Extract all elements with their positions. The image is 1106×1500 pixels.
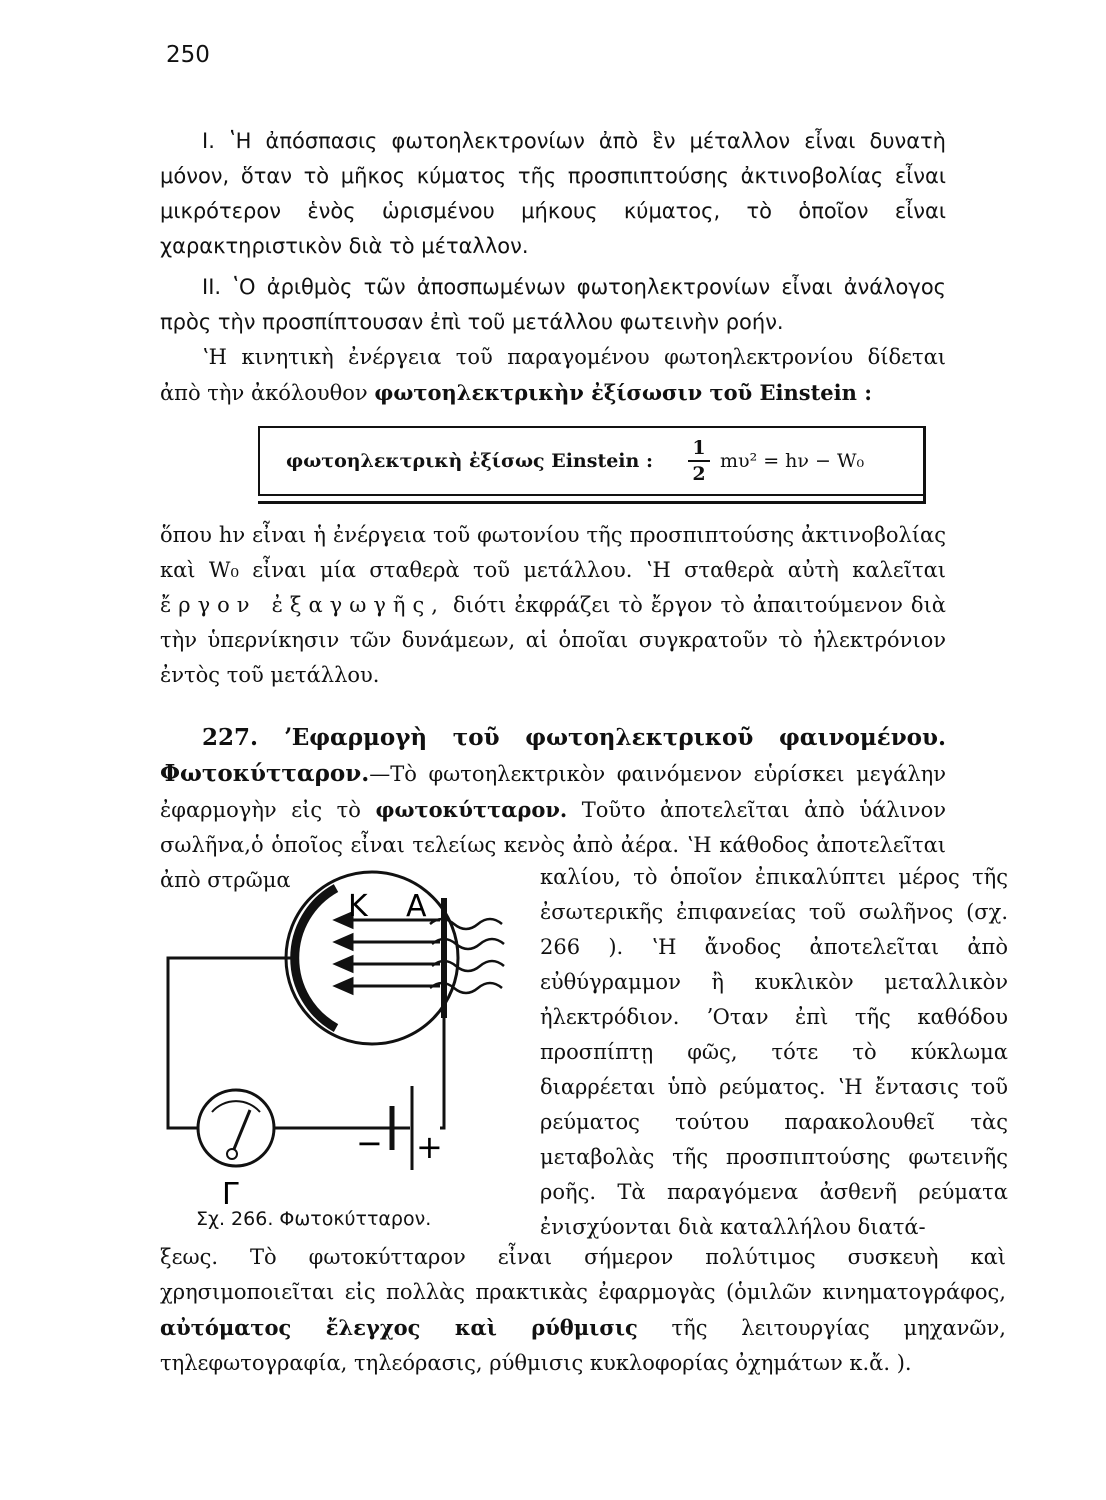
section-text-2: Τοῦτο ἀποτελεῖται ἀπὸ ὑάλινον σωλῆνα,ὁ ὁποῖος εἶναι τελείως κενὸς ἀπὸ ἀέρα. ʽΗ κάθοδος ἀποτελεῖται ἀπὸ στρῶμα	[160, 798, 946, 892]
galvanometer-pivot	[227, 1149, 237, 1159]
cathode-label: K	[348, 889, 368, 924]
galvanometer-label: Γ	[222, 1177, 239, 1208]
battery-plus: +	[416, 1128, 443, 1166]
anode-label: A	[406, 889, 427, 924]
equation-label: φωτοηλεκτρικὴ ἐξίσως Einstein :	[286, 450, 653, 472]
fraction-denominator: 2	[692, 463, 706, 485]
continuation-paragraph	[160, 1240, 1006, 1381]
electron-arrows	[336, 913, 440, 993]
glass-tube	[286, 872, 458, 1044]
intro-bold: φωτοηλεκτρικὴν ἐξίσωσιν τοῦ Einstein :	[374, 380, 872, 405]
section-heading: 227. ʼΕφαρμογὴ τοῦ φωτοηλεκτρικοῦ φαινομένου. Φωτοκύτταρον.	[160, 724, 946, 787]
where-text-1: ὅπου hν εἶναι ἡ ἐνέργεια τοῦ φωτονίου τῆς προσπιπτούσης ἀκτινοβολίας καὶ W₀ εἶναι μία σταθερὰ τοῦ μετάλλου. ʽΗ σταθερὰ αὐτὴ καλεῖται	[160, 523, 946, 582]
intro-text: ʽΗ κινητικὴ ἐνέργεια τοῦ παραγομένου φωτοηλεκτρονίου δίδεται ἀπὸ τὴν ἀκόλουθον	[160, 345, 946, 405]
law-one: I. ʽΗ ἀπόσπασις φωτοηλεκτρονίων ἀπὸ ἓν μέταλλον εἶναι δυνατὴ μόνον, ὅταν τὸ μῆκος κύματος τῆς προσπιπτούσης ἀκτινοβολίας εἶναι μικρότερον ἑνὸς ὡρισμένου μήκους κύματος, τὸ ὁποῖον εἶναι χαρακτηριστικὸν διὰ τὸ μέταλλον.	[160, 129, 946, 258]
equation-fraction	[688, 436, 710, 486]
photocell-term: φωτοκύτταρον.	[375, 797, 568, 822]
law-two: II. ʽΟ ἀριθμὸς τῶν ἀποσπωμένων φωτοηλεκτρονίων εἶναι ἀνάλογος πρὸς τὴν προσπίπτουσαν ἐπὶ τοῦ μετάλλου φωτεινὴν ροήν.	[160, 275, 946, 334]
continuation-text-1: ξεως. Τὸ φωτοκύτταρον εἶναι σήμερον πολύτιμος συσκευὴ καὶ χρησιμοποιεῖται εἰς πολλὰς πρακτικὰς ἐφαρμογὰς (ὁμιλῶν κινηματογράφος,	[160, 1245, 1006, 1304]
photocell-diagram	[160, 858, 510, 1208]
einstein-intro	[160, 340, 946, 411]
fraction-numerator: 1	[688, 436, 710, 462]
where-text-2: διότι ἐκφράζει τὸ ἔργον τὸ ἀπαιτούμενον διὰ τὴν ὑπερνίκησιν τῶν δυνάμεων, αἱ ὁποῖαι συγκρατοῦν τὸ ἠλεκτρόνιον ἐντὸς τοῦ μετάλλου.	[160, 593, 946, 687]
work-function-paragraph	[160, 518, 946, 693]
continuation-bold: αὐτόματος ἔλεγχος καὶ ρύθμισις	[160, 1315, 638, 1340]
page-number: 250	[166, 42, 210, 68]
equation-rhs: mυ² = hν − W₀	[720, 450, 865, 472]
figure-caption: Σχ. 266. Φωτοκύτταρον.	[196, 1208, 432, 1230]
section-text-1: —Τὸ φωτοηλεκτρικὸν φαινόμενον εὑρίσκει μεγάλην ἐφαρμογὴν εἰς τὸ	[160, 762, 946, 822]
wire-right	[440, 1018, 444, 1128]
battery-minus: −	[356, 1124, 383, 1162]
right-column-text: καλίου, τὸ ὁποῖον ἐπικαλύπτει μέρος τῆς ἐσωτερικῆς ἐπιφανείας τοῦ σωλῆνος (σχ. 266 ). ʽΗ ἄνοδος ἀποτελεῖται ἀπὸ εὐθύγραμμον ἢ κυκλικὸν μεταλλικὸν ἠλεκτρόδιον. ʼΟταν ἐπὶ τῆς καθόδου προσπίπτῃ φῶς, τότε τὸ κύκλωμα διαρρέεται ὑπὸ ρεύματος. ʽΗ ἔντασις τοῦ ρεύματος τούτου παρακολουθεῖ τὰς μεταβολὰς τῆς προσπιπτούσης φωτεινῆς ροῆς. Τὰ παραγόμενα ἀσθενῆ ρεύματα ἐνισχύονται διὰ καταλλήλου διατά-	[540, 865, 1008, 1239]
continuation-text-2: τῆς λειτουργίας μηχανῶν, τηλεφωτογραφία, τηλεόρασις, ρύθμισις κυκλοφορίας ὀχημάτων κ.ἄ. ).	[160, 1316, 1006, 1375]
einstein-equation-box	[258, 426, 926, 496]
work-function-term: ἔργον ἐξαγωγῆς,	[160, 593, 445, 617]
